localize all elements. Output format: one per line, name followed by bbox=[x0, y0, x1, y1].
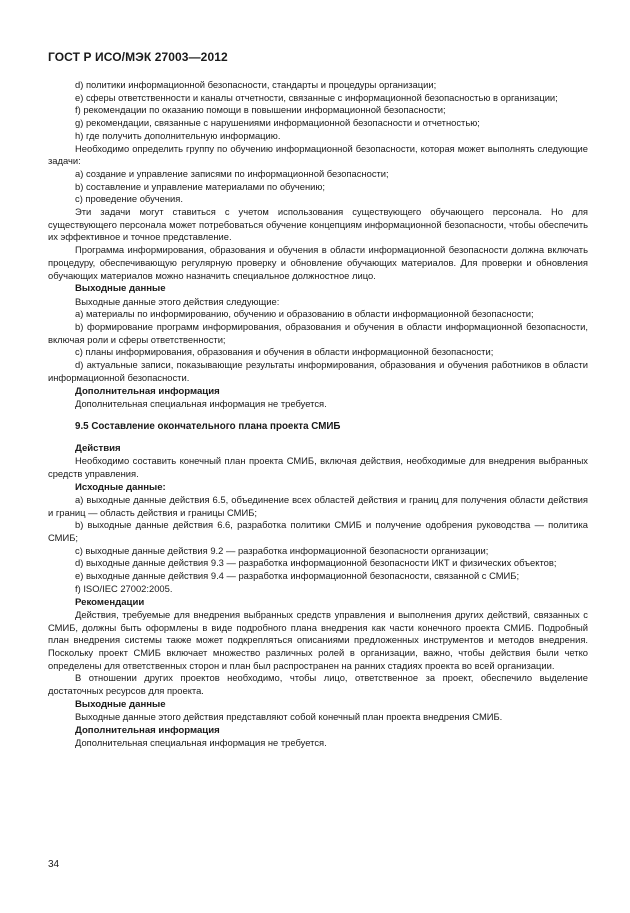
list-item: a) материалы по информированию, обучению и образованию в области информационной безопасности; bbox=[75, 308, 534, 320]
paragraph: a) создание и управление записями по информационной безопасности; bbox=[75, 167, 389, 179]
paragraph: h) где получить дополнительную информацию. bbox=[75, 129, 281, 141]
paragraph: Выходные данные этого действия следующие: bbox=[75, 295, 280, 307]
paragraph: Выходные данные этого действия представляют собой конечный план проекта внедрения СМИБ. bbox=[75, 711, 503, 723]
document-body bbox=[48, 79, 588, 750]
list-item: a) выходные данные действия 6.5, объединение всех областей действия и границ для получения области действия и границ — область действия и границы СМИБ; bbox=[48, 493, 588, 518]
paragraph: Необходимо определить группу по обучению информационной безопасности, которая может выполнять следующие задачи: bbox=[48, 142, 588, 167]
paragraph: Необходимо составить конечный план проекта СМИБ, включая действия, необходимые для внедрения выбранных средств управления. bbox=[48, 455, 588, 479]
subheading-output: Выходные данные bbox=[75, 698, 166, 710]
paragraph: Дополнительная специальная информация не требуется. bbox=[75, 397, 327, 409]
document-header: ГОСТ Р ИСО/МЭК 27003—2012 bbox=[48, 50, 228, 64]
paragraph: f) рекомендации по оказанию помощи в повышении информационной безопасности; bbox=[75, 104, 446, 116]
subheading-additional-info: Дополнительная информация bbox=[75, 385, 220, 397]
section-title: 9.5 Составление окончательного плана проекта СМИБ bbox=[75, 420, 341, 432]
list-item: b) выходные данные действия 6.6, разработка политики СМИБ и получение одобрения руководства — политика СМИБ; bbox=[48, 519, 588, 544]
paragraph: e) сферы ответственности и каналы отчетности, связанные с информационной безопасностью в организации; bbox=[75, 91, 558, 103]
list-item: e) выходные данные действия 9.4 — разработка информационной безопасности, связанной с СМИБ; bbox=[75, 570, 520, 582]
paragraph: b) составление и управление материалами по обучению; bbox=[75, 180, 326, 192]
paragraph: c) проведение обучения. bbox=[75, 193, 183, 205]
subheading-inputs: Исходные данные: bbox=[75, 481, 166, 493]
subheading-additional-info: Дополнительная информация bbox=[75, 724, 220, 736]
paragraph: g) рекомендации, связанные с нарушениями информационной безопасности и отчетностью; bbox=[75, 117, 480, 129]
list-item: d) выходные данные действия 9.3 — разработка информационной безопасности ИКТ и физических объектов; bbox=[75, 557, 557, 569]
subheading-actions: Действия bbox=[75, 442, 121, 454]
list-item: c) планы информирования, образования и обучения в области информационной безопасности; bbox=[75, 346, 494, 358]
list-item: c) выходные данные действия 9.2 — разработка информационной безопасности организации; bbox=[75, 544, 489, 556]
paragraph: Эти задачи могут ставиться с учетом использования существующего обучающего персонала. Но для существующего персонала может потребоваться обучение концепциям информационной безопасности, чтобы обеспечить их эффективное и точное представление. bbox=[48, 206, 588, 243]
paragraph: Действия, требуемые для внедрения выбранных средств управления и выполнения других действий, связанных с СМИБ, должны быть оформлены в виде подробного плана внедрения как части конечного проекта СМИБ. Подробный план внедрения системы также может подкрепляться описаниями предложенных инструментов и методов внедрения. Поскольку проект СМИБ включает множество различных ролей в организации, важно, чтобы действия были четко определены для ответственных сторон и план был распространен на ранних стадиях проекта во всей организации. bbox=[48, 608, 588, 671]
paragraph: В отношении других проектов необходимо, чтобы лицо, ответственное за проект, обеспечило выделение достаточных ресурсов для проекта. bbox=[48, 672, 588, 697]
list-item: d) актуальные записи, показывающие результаты информирования, образования и обучения работников в области информационной безопасности. bbox=[48, 359, 588, 383]
paragraph: d) политики информационной безопасности, стандарты и процедуры организации; bbox=[75, 79, 437, 90]
paragraph: Программа информирования, образования и обучения в области информационной безопасности должна включать процедуру, обеспечивающую регулярную проверку и обновление обучающих материалов. Для проверки и обновления обучающих материалов можно назначить специальное должностное лицо. bbox=[48, 244, 588, 281]
subheading-output: Выходные данные bbox=[75, 283, 166, 295]
paragraph: Дополнительная специальная информация не требуется. bbox=[75, 737, 327, 749]
list-item: f) ISO/IEC 27002:2005. bbox=[75, 582, 173, 594]
subheading-recommendations: Рекомендации bbox=[75, 596, 145, 608]
page-number: 34 bbox=[48, 859, 60, 870]
list-item: b) формирование программ информирования, образования и обучения в области информационной безопасности, включая роли и сферы ответственности; bbox=[48, 321, 588, 345]
